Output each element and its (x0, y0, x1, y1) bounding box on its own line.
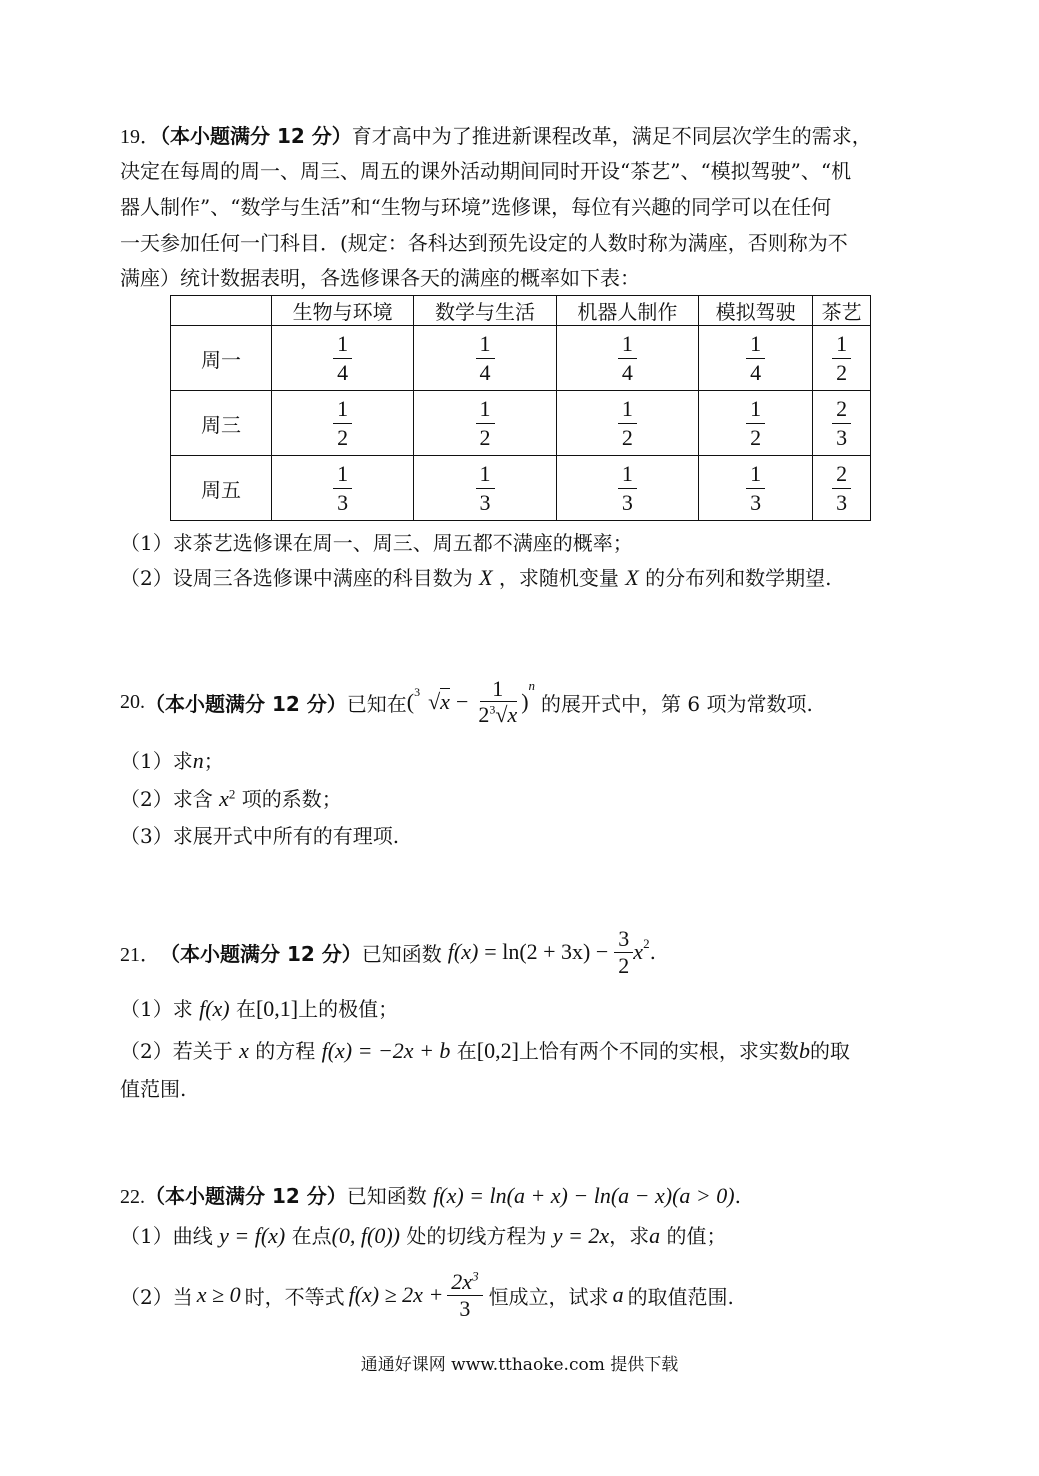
q21-sub1: （1）求 f(x) 在[0,1]上的极值； (120, 996, 399, 1021)
table-cell: $\frac{2}{3}$ (813, 391, 871, 456)
q19-line-4: 一天参加任何一门科目．(规定：各科达到预先设定的人数时称为满座，否则称为不 (120, 231, 848, 255)
table-header-cell: 数学与生活 (414, 296, 556, 326)
q19-number: 19． (120, 126, 160, 148)
q19-text-1: 育才高中为了推进新课程改革，满足不同层次学生的需求， (351, 124, 872, 148)
table-day-cell: 周五 (171, 456, 272, 521)
q21-line-1: 21． （本小题满分 12 分） 已知函数 f(x) = ln(2 + 3x) − $\frac{3}{2}$ x $^2$ . (120, 926, 656, 978)
q19-sub1: （1）求茶艺选修课在周一、周三、周五都不满座的概率； (120, 531, 633, 555)
q19-line-1 (120, 120, 872, 149)
q21-number: 21． (120, 943, 160, 966)
q21-sub2: （2）若关于 x 的方程 f(x) = −2x + b 在[0,2]上恰有两个不同的实根，求实数b的取 (120, 1038, 850, 1063)
table-cell: $\frac{1}{4}$ (272, 326, 414, 391)
table-cell: $\frac{1}{4}$ (556, 326, 698, 391)
table-cell: $\frac{1}{2}$ (699, 391, 813, 456)
table-cell: $\frac{1}{3}$ (414, 456, 556, 521)
q22-points: （本小题满分 12 分） (145, 1184, 347, 1208)
table-header-cell (171, 296, 272, 326)
q21-sub2-line2: 值范围. (120, 1077, 187, 1101)
q22-line-1: 22.（本小题满分 12 分）已知函数 f(x) = ln(a + x) − ln(a − x)(a > 0). (120, 1183, 741, 1208)
q19-points: （本小题满分 12 分） (160, 124, 352, 148)
q20-number: 20. (120, 690, 145, 713)
q19-line-5: 满座）统计数据表明，各选修课各天的满座的概率如下表： (120, 266, 640, 290)
q20-sub3: （3）求展开式中所有的有理项. (120, 824, 400, 848)
table-cell: $\frac{2}{3}$ (813, 456, 871, 521)
table-header-row (171, 296, 871, 326)
probability-table (170, 295, 871, 521)
q19-sub2: （2）设周三各选修课中满座的科目数为 X ，求随机变量 X 的分布列和数学期望. (120, 565, 832, 590)
table-header-cell: 茶艺 (813, 296, 871, 326)
q20-line-1: 20. （本小题满分 12 分） 已知在 ( 3 √x − $\frac{1}{2^3√x}$ ) $^n$ 的展开式中，第 6 项为常数项. (120, 675, 813, 727)
table-header-cell: 生物与环境 (272, 296, 414, 326)
footer-source: 通通好课网 www.tthaoke.com 提供下载 (360, 1355, 679, 1375)
q20-sub1: （1）求n； (120, 748, 224, 773)
table-header-cell: 模拟驾驶 (699, 296, 813, 326)
table-cell: $\frac{1}{2}$ (813, 326, 871, 391)
q20-points: （本小题满分 12 分） (145, 691, 347, 716)
q20-fraction: $\frac{1}{2^3√x}$ (478, 675, 518, 727)
table-cell: $\frac{1}{3}$ (556, 456, 698, 521)
table-cell: $\frac{1}{2}$ (414, 391, 556, 456)
q19-line-2: 决定在每周的周一、周三、周五的课外活动期间同时开设“茶艺”、“模拟驾驶”、“机 (120, 159, 852, 183)
table-row (171, 391, 871, 456)
q21-points: （本小题满分 12 分） (160, 941, 362, 966)
table-row (171, 456, 871, 521)
q22-number: 22. (120, 1186, 145, 1208)
table-cell: $\frac{1}{3}$ (272, 456, 414, 521)
table-cell: $\frac{1}{2}$ (272, 391, 414, 456)
cube-root-x: 3 √x (414, 685, 450, 714)
table-cell: $\frac{1}{4}$ (699, 326, 813, 391)
q22-sub1: （1）曲线 y = f(x) 在点(0, f(0)) 处的切线方程为 y = 2x，求a 的值； (120, 1223, 727, 1248)
table-day-cell: 周一 (171, 326, 272, 391)
table-day-cell: 周三 (171, 391, 272, 456)
table-row (171, 326, 871, 391)
table-cell: $\frac{1}{4}$ (414, 326, 556, 391)
table-header-cell: 机器人制作 (556, 296, 698, 326)
q22-sub2: （2）当 x ≥ 0 时，不等式 f(x) ≥ 2x + $\frac{2x^3}{3}$ 恒成立，试求 a 的取值范围. (120, 1268, 734, 1321)
q20-sub2: （2）求含 $x^2$ 项的系数； (120, 786, 342, 811)
table-cell: $\frac{1}{3}$ (699, 456, 813, 521)
q19-line-3: 器人制作”、“数学与生活”和“生物与环境”选修课，每位有兴趣的同学可以在任何 (120, 195, 832, 219)
table-cell: $\frac{1}{2}$ (556, 391, 698, 456)
